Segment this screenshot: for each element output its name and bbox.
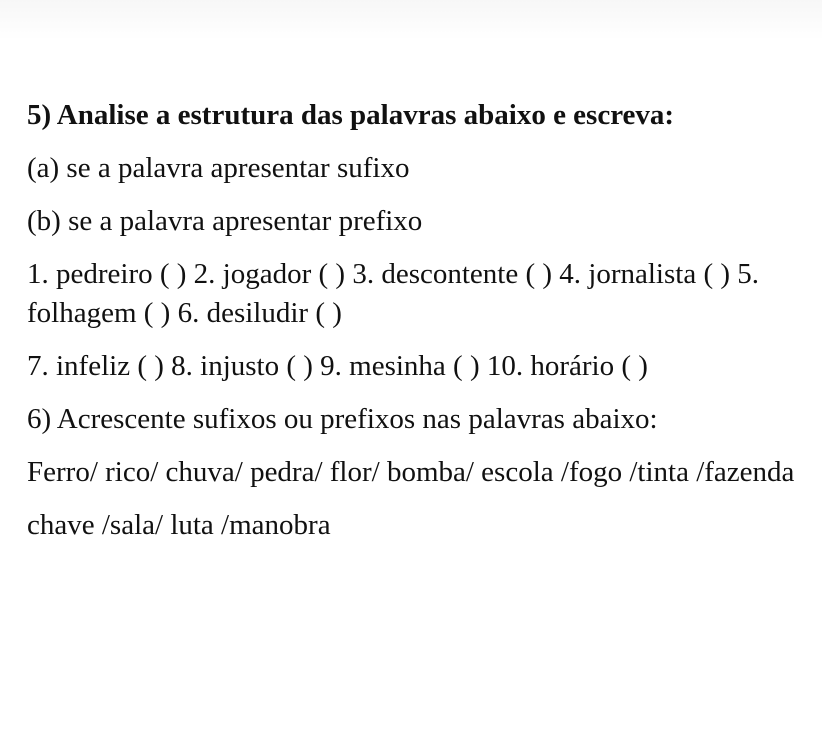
exercise-5-words-2: 7. infeliz ( ) 8. injusto ( ) 9. mesinha ( ) 10. horário ( ) — [27, 350, 648, 382]
exercise-6-title: 6) Acrescente sufixos ou prefixos nas palavras abaixo: — [27, 403, 658, 435]
exercise-6-words-2: chave /sala/ luta /manobra — [27, 509, 331, 541]
exercise-text — [27, 96, 802, 559]
exercise-5-option-b: (b) se a palavra apresentar prefixo — [27, 205, 423, 237]
exercise-6-words-1: Ferro/ rico/ chuva/ pedra/ flor/ bomba/ escola /fogo /tinta /fazenda — [27, 456, 795, 488]
exercise-5-option-a: (a) se a palavra apresentar sufixo — [27, 152, 410, 184]
exercise-5-title: 5) Analise a estrutura das palavras abaixo e escreva: — [27, 99, 675, 131]
scan-top-shadow — [0, 0, 822, 40]
exercise-5-words-1: 1. pedreiro ( ) 2. jogador ( ) 3. descontente ( ) 4. jornalista ( ) 5. folhagem ( ) 6. desiludir ( ) — [27, 258, 760, 329]
